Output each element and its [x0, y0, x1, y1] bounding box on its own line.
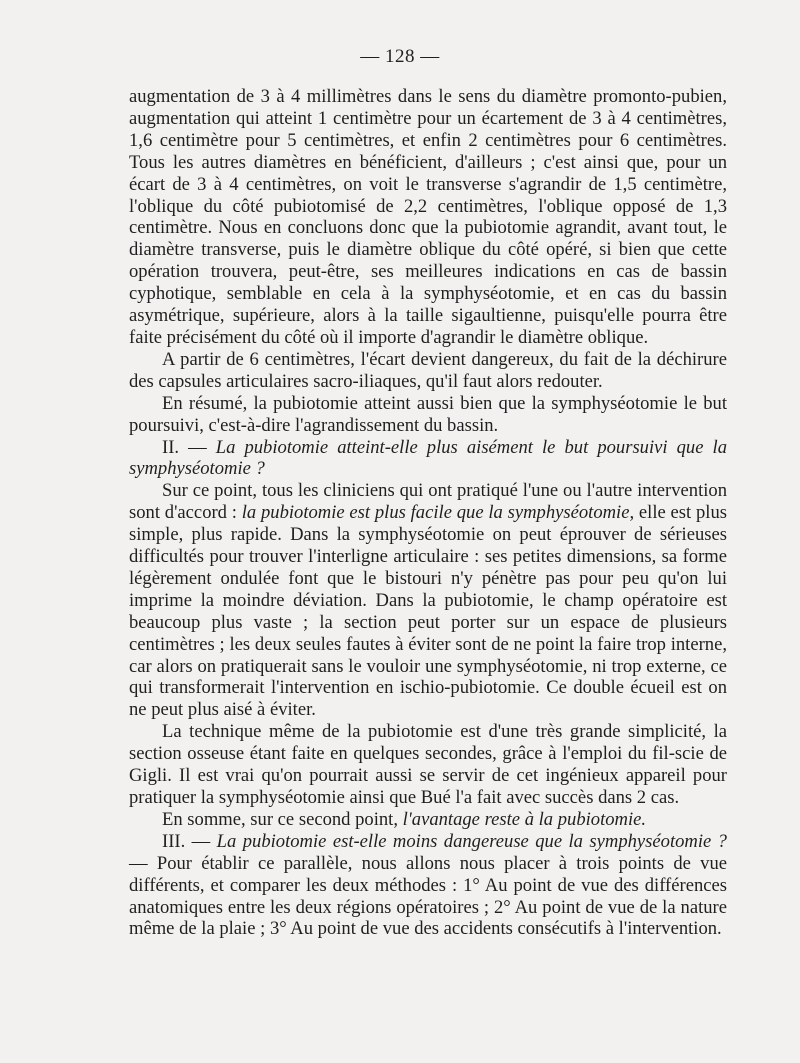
text-run: — Pour établir ce parallèle, nous allons nous placer à trois points de vue différents, et comparer les deux méthodes : 1° Au point de vue des différences anatomiques entre les deux régions opératoires ; 2° Au point de vue de la nature même de la plaie ; 3° Au point de vue des accidents consécutifs à l'intervention. — [129, 852, 727, 940]
paragraph — [129, 831, 727, 941]
text-run: En résumé, la pubiotomie atteint aussi bien que la symphyséotomie le but poursuivi, c'est-à-dire l'agrandissement du bassin. — [129, 392, 727, 436]
italic-text: La pubiotomie atteint-elle plus aisément le but poursuivi que la symphyséotomie ? — [129, 436, 727, 480]
paragraph — [129, 349, 727, 393]
text-run: elle est plus simple, plus rapide. Dans la symphyséotomie on peut éprouver de sérieuses difficultés pour trouver l'interligne articulaire : ses petites dimensions, sa forme légèrement ondulée font que le bistouri n'y pénètre pas pour peu qu'on lui imprime la moindre déviation. Dans la pubiotomie, le champ opératoire est beaucoup plus vaste ; la section peut porter sur un espace de plusieurs centimètres ; les deux seules fautes à éviter sont de ne point la faire trop interne, car alors on pratiquerait sans le vouloir une symphyséotomie, ni trop externe, ce qui transformerait l'intervention en ischio-pubiotomie. Ce double écueil est on ne peut plus aisé à éviter. — [129, 502, 727, 721]
paragraph — [129, 86, 727, 349]
paragraph — [129, 721, 727, 809]
paragraph — [129, 393, 727, 437]
italic-text: la pubiotomie est plus facile que la symphyséotomie, — [241, 502, 635, 524]
page-number: — 128 — — [360, 46, 440, 67]
paragraph — [129, 480, 727, 721]
text-run: En somme, sur ce second point, — [162, 808, 403, 830]
text-run: La technique même de la pubiotomie est d'une très grande simplicité, la section osseuse étant faite en quelques secondes, grâce à l'emploi du fil-scie de Gigli. Il est vrai qu'on pourrait aussi se servir de cet ingénieux appareil pour pratiquer la symphyséotomie ainsi que Bué l'a fait avec succès dans 2 cas. — [129, 721, 727, 808]
italic-text: l'avantage reste à la pubiotomie. — [402, 808, 647, 830]
italic-text: La pubiotomie est-elle moins dangereuse que la symphyséotomie ? — [216, 830, 727, 852]
text-run: augmentation de 3 à 4 millimètres dans le sens du diamètre promonto-pubien, augmentation qui atteint 1 centimètre pour un écartement de 3 à 4 centimètres, 1,6 centimètre pour 5 centimètres, et enfin 2 centimètres pour 6 centimètres. Tous les autres diamètres en bénéficient, d'ailleurs ; c'est ainsi que, pour un écart de 3 à 4 centimètres, on voit le transverse s'agrandir de 1,5 centimètre, l'oblique du côté pubiotomisé de 2,2 centimètres, l'oblique opposé de 1,3 centimètre. Nous en concluons donc que la pubiotomie agrandit, avant tout, le diamètre transverse, puis le diamètre oblique du côté opéré, si bien que cette opération trouvera, peut-être, ses meilleures indications en cas de bassin cyphotique, semblable en cela à la symphyséotomie, et en cas du bassin asymétrique, supérieure, alors à la taille sigaultienne, puisqu'elle pourra être faite précisément du côté où il importe d'agrandir le diamètre oblique. — [129, 86, 727, 348]
paragraph — [129, 437, 727, 481]
text-run: III. — — [162, 830, 217, 852]
body-text — [129, 86, 727, 940]
text-run: Sur ce point, tous les cliniciens qui ont pratiqué l'une ou l'autre intervention sont d'accord : — [129, 480, 727, 524]
paragraph — [129, 809, 727, 831]
text-run: II. — — [162, 436, 216, 458]
text-run: A partir de 6 centimètres, l'écart devient dangereux, du fait de la déchirure des capsules articulaires sacro-iliaques, qu'il faut alors redouter. — [129, 348, 727, 392]
